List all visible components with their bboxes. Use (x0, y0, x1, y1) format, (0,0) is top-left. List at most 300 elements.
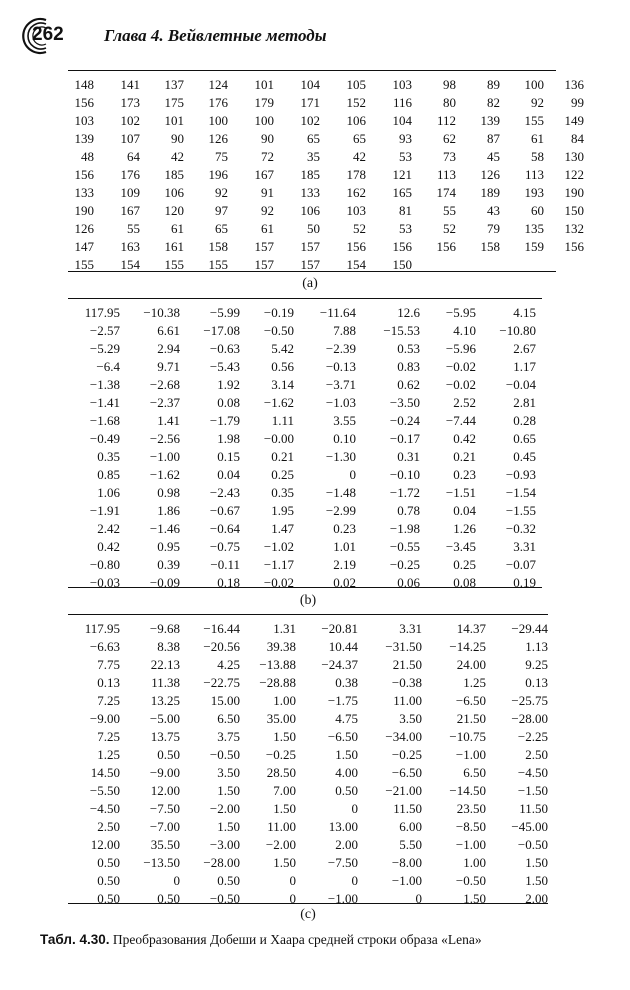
table-cell: −5.50 (89, 783, 120, 798)
table-row (76, 448, 546, 466)
table-row (76, 340, 546, 358)
table-cell: −17.08 (203, 323, 240, 338)
table-cell: 7.25 (97, 729, 120, 744)
table-cell: 0.56 (271, 359, 294, 374)
table-cell: 92 (215, 185, 228, 200)
table-cell: 3.14 (271, 377, 294, 392)
table-cell: −0.19 (263, 305, 294, 320)
table-cell: 61 (261, 221, 274, 236)
table-cell: 64 (127, 149, 140, 164)
table-cell: 75 (215, 149, 228, 164)
table-cell: 0.13 (97, 675, 120, 690)
table-cell: −20.56 (203, 639, 240, 654)
table-cell: 0.25 (271, 467, 294, 482)
table-cell: −0.38 (391, 675, 422, 690)
table-cell: 136 (564, 77, 584, 92)
table-row (76, 746, 558, 764)
table-cell: 159 (524, 239, 544, 254)
table-cell: 72 (261, 149, 274, 164)
table-cell: 0.23 (453, 467, 476, 482)
table-cell: −1.03 (325, 395, 356, 410)
table-cell: −0.64 (209, 521, 240, 536)
table-cell: 105 (346, 77, 366, 92)
table-cell: 4.00 (335, 765, 358, 780)
table-cell: 0.83 (397, 359, 420, 374)
table-row (76, 782, 558, 800)
table-cell: 1.50 (525, 855, 548, 870)
table-cell: 99 (571, 95, 584, 110)
running-title: Глава 4. Вейвлетные методы (104, 26, 327, 45)
table-cell: 161 (164, 239, 184, 254)
table-cell: 0 (415, 891, 422, 906)
table-cell: 53 (399, 149, 412, 164)
table-cell: 116 (392, 95, 412, 110)
table-cell: −0.25 (391, 747, 422, 762)
table-cell: 61 (531, 131, 544, 146)
table-c (76, 620, 558, 908)
table-cell: 79 (487, 221, 500, 236)
table-cell: 1.25 (463, 675, 486, 690)
table-row (76, 674, 558, 692)
table-cell: 3.50 (399, 711, 422, 726)
table-row (76, 800, 558, 818)
table-cell: −0.24 (389, 413, 420, 428)
table-cell: 7.75 (97, 657, 120, 672)
table-cell: −0.02 (445, 377, 476, 392)
table-cell: 1.17 (513, 359, 536, 374)
table-a-top-rule (68, 70, 556, 71)
table-cell: 13.25 (150, 693, 180, 708)
table-cell: 100 (254, 113, 274, 128)
table-cell: −1.00 (327, 891, 358, 906)
table-cell: −1.48 (325, 485, 356, 500)
table-cell: 65 (215, 221, 228, 236)
table-cell: 23.50 (456, 801, 486, 816)
table-cell: 167 (254, 167, 274, 182)
table-cell: −0.03 (89, 575, 120, 590)
table-cell: 1.50 (217, 783, 240, 798)
table-cell: 121 (392, 167, 412, 182)
table-cell: −0.17 (389, 431, 420, 446)
table-row (68, 238, 594, 256)
table-cell: −1.46 (149, 521, 180, 536)
table-cell: 106 (300, 203, 320, 218)
table-cell: −6.50 (327, 729, 358, 744)
table-cell: 91 (261, 185, 274, 200)
table-cell: 141 (120, 77, 140, 92)
table-cell: 52 (443, 221, 456, 236)
table-cell: 0.78 (397, 503, 420, 518)
table-b-top-rule (68, 298, 542, 299)
table-cell: −2.25 (517, 729, 548, 744)
table-cell: 0 (289, 891, 296, 906)
table-cell: 52 (353, 221, 366, 236)
table-cell: 0.45 (513, 449, 536, 464)
table-cell: −25.75 (511, 693, 548, 708)
table-row (68, 94, 594, 112)
table-cell: 0.21 (271, 449, 294, 464)
table-cell: −15.53 (383, 323, 420, 338)
table-row (76, 728, 558, 746)
table-cell: 1.01 (333, 539, 356, 554)
table-cell: 21.50 (456, 711, 486, 726)
table-cell: 104 (300, 77, 320, 92)
table-cell: −5.00 (149, 711, 180, 726)
table-row (76, 322, 546, 340)
table-b-label: (b) (299, 593, 317, 608)
table-cell: 80 (443, 95, 456, 110)
table-row (76, 692, 558, 710)
table-cell: 11.00 (393, 693, 422, 708)
table-cell: −1.38 (89, 377, 120, 392)
table-cell: 124 (208, 77, 228, 92)
table-cell: 90 (171, 131, 184, 146)
table-cell: 2.19 (333, 557, 356, 572)
table-cell: −5.96 (445, 341, 476, 356)
table-cell: 14.50 (90, 765, 120, 780)
table-cell: 189 (480, 185, 500, 200)
table-a (68, 76, 594, 274)
table-cell: 15.00 (210, 693, 240, 708)
table-cell: 1.50 (463, 891, 486, 906)
table-cell: 55 (443, 203, 456, 218)
table-cell: 196 (208, 167, 228, 182)
table-cell: 1.00 (463, 855, 486, 870)
table-cell: 60 (531, 203, 544, 218)
table-c-top-rule (68, 614, 548, 615)
table-cell: −1.79 (209, 413, 240, 428)
table-cell: 2.81 (513, 395, 536, 410)
table-cell: 155 (524, 113, 544, 128)
table-row (76, 836, 558, 854)
table-cell: 6.00 (399, 819, 422, 834)
table-cell: 0.28 (513, 413, 536, 428)
table-cell: 167 (120, 203, 140, 218)
table-cell: 103 (74, 113, 94, 128)
table-cell: 193 (524, 185, 544, 200)
table-cell: −11.64 (319, 305, 356, 320)
table-cell: 3.50 (217, 765, 240, 780)
table-cell: 0.62 (397, 377, 420, 392)
table-cell: 100 (208, 113, 228, 128)
table-cell: 1.50 (217, 819, 240, 834)
table-cell: 149 (564, 113, 584, 128)
table-cell: 53 (399, 221, 412, 236)
table-cell: 0.19 (513, 575, 536, 590)
table-row (76, 764, 558, 782)
table-cell: 58 (531, 149, 544, 164)
table-cell: 10.44 (328, 639, 358, 654)
table-cell: 84 (571, 131, 584, 146)
table-cell: −3.50 (389, 395, 420, 410)
table-cell: −1.62 (263, 395, 294, 410)
table-cell: 156 (436, 239, 456, 254)
table-cell: −7.00 (149, 819, 180, 834)
table-cell: 0.08 (217, 395, 240, 410)
table-cell: 148 (74, 77, 94, 92)
table-cell: 42 (171, 149, 184, 164)
table-cell: 92 (531, 95, 544, 110)
table-cell: 11.50 (519, 801, 548, 816)
table-cell: 3.75 (217, 729, 240, 744)
table-cell: 1.26 (453, 521, 476, 536)
table-cell: −1.17 (263, 557, 294, 572)
table-cell: 35.00 (266, 711, 296, 726)
table-cell: 0.31 (397, 449, 420, 464)
table-row (76, 574, 546, 592)
table-cell: 0 (351, 873, 358, 888)
table-cell: −0.50 (209, 891, 240, 906)
table-cell: 1.86 (157, 503, 180, 518)
caption-label: Табл. 4.30. (40, 932, 110, 947)
table-cell: 21.50 (392, 657, 422, 672)
table-cell: −0.50 (455, 873, 486, 888)
table-cell: −14.50 (449, 783, 486, 798)
table-row (76, 818, 558, 836)
table-row (76, 538, 546, 556)
table-cell: 97 (215, 203, 228, 218)
table-cell: 0.50 (97, 891, 120, 906)
table-cell: 1.11 (271, 413, 294, 428)
table-cell: 157 (254, 257, 274, 272)
table-cell: 157 (300, 257, 320, 272)
table-cell: 130 (564, 149, 584, 164)
table-cell: −2.39 (325, 341, 356, 356)
table-cell: 163 (120, 239, 140, 254)
table-row (76, 620, 558, 638)
table-cell: 156 (74, 95, 94, 110)
table-cell: −1.00 (149, 449, 180, 464)
table-cell: 117.95 (84, 305, 120, 320)
table-cell: 185 (164, 167, 184, 182)
table-cell: 0.85 (97, 467, 120, 482)
table-cell: 7.25 (97, 693, 120, 708)
table-row (76, 872, 558, 890)
table-cell: −14.25 (449, 639, 486, 654)
table-cell: 0.21 (453, 449, 476, 464)
table-cell: −0.75 (209, 539, 240, 554)
table-row (68, 76, 594, 94)
table-a-label: (a) (302, 276, 318, 291)
table-cell: 89 (487, 77, 500, 92)
table-cell: −9.00 (89, 711, 120, 726)
running-header (22, 16, 622, 60)
table-cell: −13.88 (259, 657, 296, 672)
table-cell: −2.99 (325, 503, 356, 518)
table-cell: −0.67 (209, 503, 240, 518)
table-cell: 2.50 (525, 747, 548, 762)
table-cell: 150 (392, 257, 412, 272)
table-cell: 1.50 (525, 873, 548, 888)
table-cell: 5.50 (399, 837, 422, 852)
table-cell: 1.00 (273, 693, 296, 708)
table-cell: −8.00 (391, 855, 422, 870)
table-cell: −9.00 (149, 765, 180, 780)
table-row (76, 466, 546, 484)
table-cell: −20.81 (321, 621, 358, 636)
table-cell: 178 (346, 167, 366, 182)
table-cell: 173 (120, 95, 140, 110)
table-cell: 0.50 (97, 855, 120, 870)
table-cell: 133 (300, 185, 320, 200)
table-row (68, 112, 594, 130)
table-cell: 0.42 (453, 431, 476, 446)
table-cell: 4.75 (335, 711, 358, 726)
table-cell: 175 (164, 95, 184, 110)
table-cell: 1.95 (271, 503, 294, 518)
table-cell: 5.42 (271, 341, 294, 356)
table-row (76, 656, 558, 674)
table-cell: −1.00 (455, 747, 486, 762)
table-row (76, 710, 558, 728)
table-cell: 0.50 (157, 747, 180, 762)
table-row (76, 890, 558, 908)
table-cell: 0 (173, 873, 180, 888)
table-row (76, 638, 558, 656)
table-row (76, 484, 546, 502)
table-cell: −7.50 (149, 801, 180, 816)
table-cell: 6.50 (217, 711, 240, 726)
table-row (76, 304, 546, 322)
table-cell: −1.68 (89, 413, 120, 428)
table-cell: −0.07 (505, 557, 536, 572)
table-cell: 101 (164, 113, 184, 128)
table-cell: −29.44 (511, 621, 548, 636)
table-cell: 14.37 (456, 621, 486, 636)
table-cell: −13.50 (143, 855, 180, 870)
table-cell: 11.00 (267, 819, 296, 834)
table-cell: 0.23 (333, 521, 356, 536)
table-cell: 2.00 (525, 891, 548, 906)
table-cell: 92 (261, 203, 274, 218)
table-cell: 165 (392, 185, 412, 200)
table-cell: 155 (74, 257, 94, 272)
table-cell: 100 (524, 77, 544, 92)
table-cell: 117.95 (84, 621, 120, 636)
table-cell: −5.29 (89, 341, 120, 356)
table-cell: −2.00 (209, 801, 240, 816)
table-cell: −7.50 (327, 855, 358, 870)
table-cell: −3.45 (445, 539, 476, 554)
table-cell: 104 (392, 113, 412, 128)
table-cell: 171 (300, 95, 320, 110)
table-cell: 0.08 (453, 575, 476, 590)
table-cell: −0.50 (263, 323, 294, 338)
table-cell: 176 (120, 167, 140, 182)
table-cell: −5.43 (209, 359, 240, 374)
table-cell: 1.25 (97, 747, 120, 762)
table-cell: 154 (120, 257, 140, 272)
table-cell: 13.75 (150, 729, 180, 744)
table-cell: 8.38 (157, 639, 180, 654)
table-cell: 179 (254, 95, 274, 110)
table-cell: 1.31 (273, 621, 296, 636)
table-cell: 87 (487, 131, 500, 146)
table-cell: 12.6 (397, 305, 420, 320)
table-cell: −0.50 (517, 837, 548, 852)
table-cell: −1.98 (389, 521, 420, 536)
table-cell: −6.4 (96, 359, 120, 374)
table-cell: 176 (208, 95, 228, 110)
table-cell: 28.50 (266, 765, 296, 780)
table-cell: −1.72 (389, 485, 420, 500)
table-cell: −1.00 (391, 873, 422, 888)
table-cell: 0.50 (335, 783, 358, 798)
table-cell: 0.39 (157, 557, 180, 572)
table-cell: 0 (351, 801, 358, 816)
table-row (68, 220, 594, 238)
table-cell: 1.50 (273, 729, 296, 744)
table-cell: 158 (480, 239, 500, 254)
table-cell: 65 (353, 131, 366, 146)
table-cell: −0.11 (210, 557, 240, 572)
table-cell: −6.63 (89, 639, 120, 654)
table-cell: 39.38 (266, 639, 296, 654)
table-cell: 0.50 (217, 873, 240, 888)
table-cell: 12.00 (90, 837, 120, 852)
table-cell: 82 (487, 95, 500, 110)
table-cell: 3.31 (399, 621, 422, 636)
table-cell: 122 (564, 167, 584, 182)
table-cell: −1.51 (445, 485, 476, 500)
table-cell: 2.00 (335, 837, 358, 852)
table-cell: −4.50 (517, 765, 548, 780)
table-cell: −1.75 (327, 693, 358, 708)
table-cell: −1.50 (517, 783, 548, 798)
table-cell: 162 (346, 185, 366, 200)
caption-text: Преобразования Добеши и Хаара средней строки образа «Lena» (109, 932, 482, 947)
table-cell: 24.00 (456, 657, 486, 672)
table-cell: 1.41 (157, 413, 180, 428)
table-cell: 4.15 (513, 305, 536, 320)
table-cell: 3.55 (333, 413, 356, 428)
table-cell: 156 (346, 239, 366, 254)
table-cell: 102 (120, 113, 140, 128)
table-cell: 6.61 (157, 323, 180, 338)
table-cell: 43 (487, 203, 500, 218)
table-cell: 112 (436, 113, 456, 128)
table-row (76, 394, 546, 412)
table-cell: −34.00 (385, 729, 422, 744)
table-cell: 126 (74, 221, 94, 236)
table-cell: 152 (346, 95, 366, 110)
table-cell: 9.71 (157, 359, 180, 374)
page-number: 262 (32, 24, 64, 45)
table-cell: −21.00 (385, 783, 422, 798)
table-cell: 12.00 (150, 783, 180, 798)
table-cell: −2.57 (89, 323, 120, 338)
table-cell: −0.93 (505, 467, 536, 482)
table-cell: 109 (120, 185, 140, 200)
table-cell: 0.65 (513, 431, 536, 446)
table-cell: 73 (443, 149, 456, 164)
table-cell: 174 (436, 185, 456, 200)
table-cell: 155 (164, 257, 184, 272)
table-cell: −3.00 (209, 837, 240, 852)
table-cell: 61 (171, 221, 184, 236)
table-cell: −3.71 (325, 377, 356, 392)
table-cell: 55 (127, 221, 140, 236)
table-cell: 35 (307, 149, 320, 164)
table-cell: 103 (346, 203, 366, 218)
table-row (68, 130, 594, 148)
table-cell: −0.32 (505, 521, 536, 536)
table-cell: −28.00 (203, 855, 240, 870)
table-cell: −2.00 (265, 837, 296, 852)
table-cell: 2.67 (513, 341, 536, 356)
table-cell: 4.10 (453, 323, 476, 338)
table-cell: 113 (524, 167, 544, 182)
